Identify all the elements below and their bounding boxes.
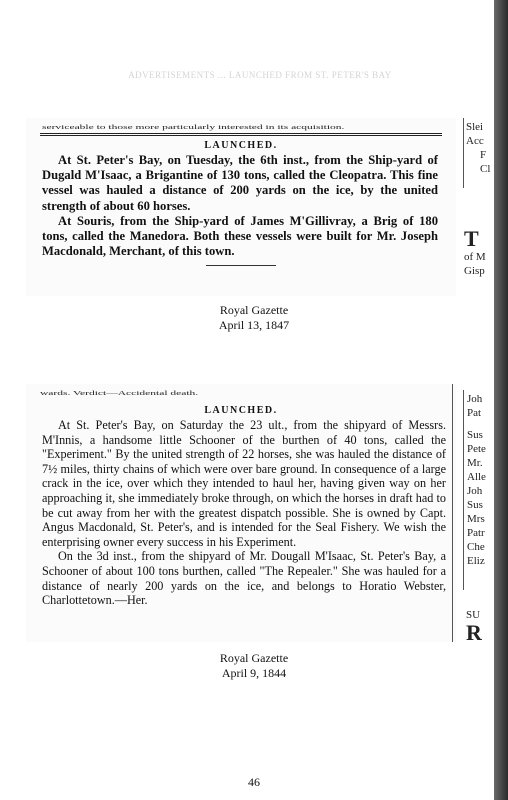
neighbor-column-rule — [463, 390, 464, 590]
end-rule — [206, 265, 276, 266]
source-publication: Royal Gazette — [219, 303, 289, 317]
clipping-1847 — [26, 118, 456, 296]
source-date: April 9, 1844 — [221, 666, 287, 680]
column-rule — [40, 133, 442, 136]
cut-top-line: wards. Verdict—Accidental death. — [40, 389, 199, 397]
source-date: April 13, 1847 — [218, 318, 290, 332]
neighbor-text-mid: T of M Gisp — [464, 226, 486, 277]
clipping-1844 — [26, 384, 456, 642]
page-edge-shadow — [494, 0, 508, 800]
clipping-paragraph: At St. Peter's Bay, on Tuesday, the 6th inst., from the Ship-yard of Dugald M'Isaac, a Brigantine of 130 tons, called the Cleopatra. This fine vessel was hauled a distance of 200 yards on the ice, by the united strength of about 60 horses. — [42, 153, 438, 213]
source-publication: Royal Gazette — [219, 651, 289, 665]
clipping-heading: LAUNCHED. — [204, 405, 278, 416]
clipping-paragraph: On the 3d inst., from the shipyard of Mr. Dougall M'Isaac, St. Peter's Bay, a Schooner of about 100 tons burthen, called "The Repealer." She was hauled for a distance of nearly 200 yards on the ice, and belongs to Horatio Webster, Charlottetown.—Her. — [42, 549, 446, 608]
cut-top-line: serviceable to those more particularly interested in its acquisition. — [42, 123, 345, 131]
neighbor-column-rule — [463, 118, 464, 188]
neighbor-text-top: Slei Acc F Cl — [466, 121, 491, 175]
clipping-paragraph: At Souris, from the Ship-yard of James M'Gillivray, a Brig of 180 tons, called the Manedora. Both these vessels were built for Mr. Joseph Macdonald, Merchant, of this town. — [42, 213, 438, 259]
neighbor-text-bottom: SU R — [466, 609, 482, 645]
page-number: 46 — [248, 775, 260, 789]
bleed-through-heading: ADVERTISEMENTS ... LAUNCHED FROM ST. PETER'S BAY — [128, 70, 392, 80]
clipping-heading: LAUNCHED. — [204, 140, 278, 151]
column-edge-line — [452, 384, 453, 642]
neighbor-text-right: Joh Pat Sus Pete Mr. Alle Joh Sus Mrs Patr Che Eliz — [467, 393, 486, 567]
clipping-paragraph: At St. Peter's Bay, on Saturday the 23 ult., from the shipyard of Messrs. M'Innis, a handsome little Schooner of the burthen of 40 tons, called the "Experiment." By the united strength of 22 horses, she was hauled the distance of 7½ miles, thirty chains of which were over bare ground. In consequence of a large crack in the ice, over which they intended to haul her, having given way on her approaching it, she immediately broke through, on which the horses in draft had to be cut away from her with the greatest dispatch possible. She is owned by Capt. Angus Macdonald, St. Peter's, and is intended for the Seal Fishery. We wish the enterprising owner every success in his Experiment. — [42, 418, 446, 549]
